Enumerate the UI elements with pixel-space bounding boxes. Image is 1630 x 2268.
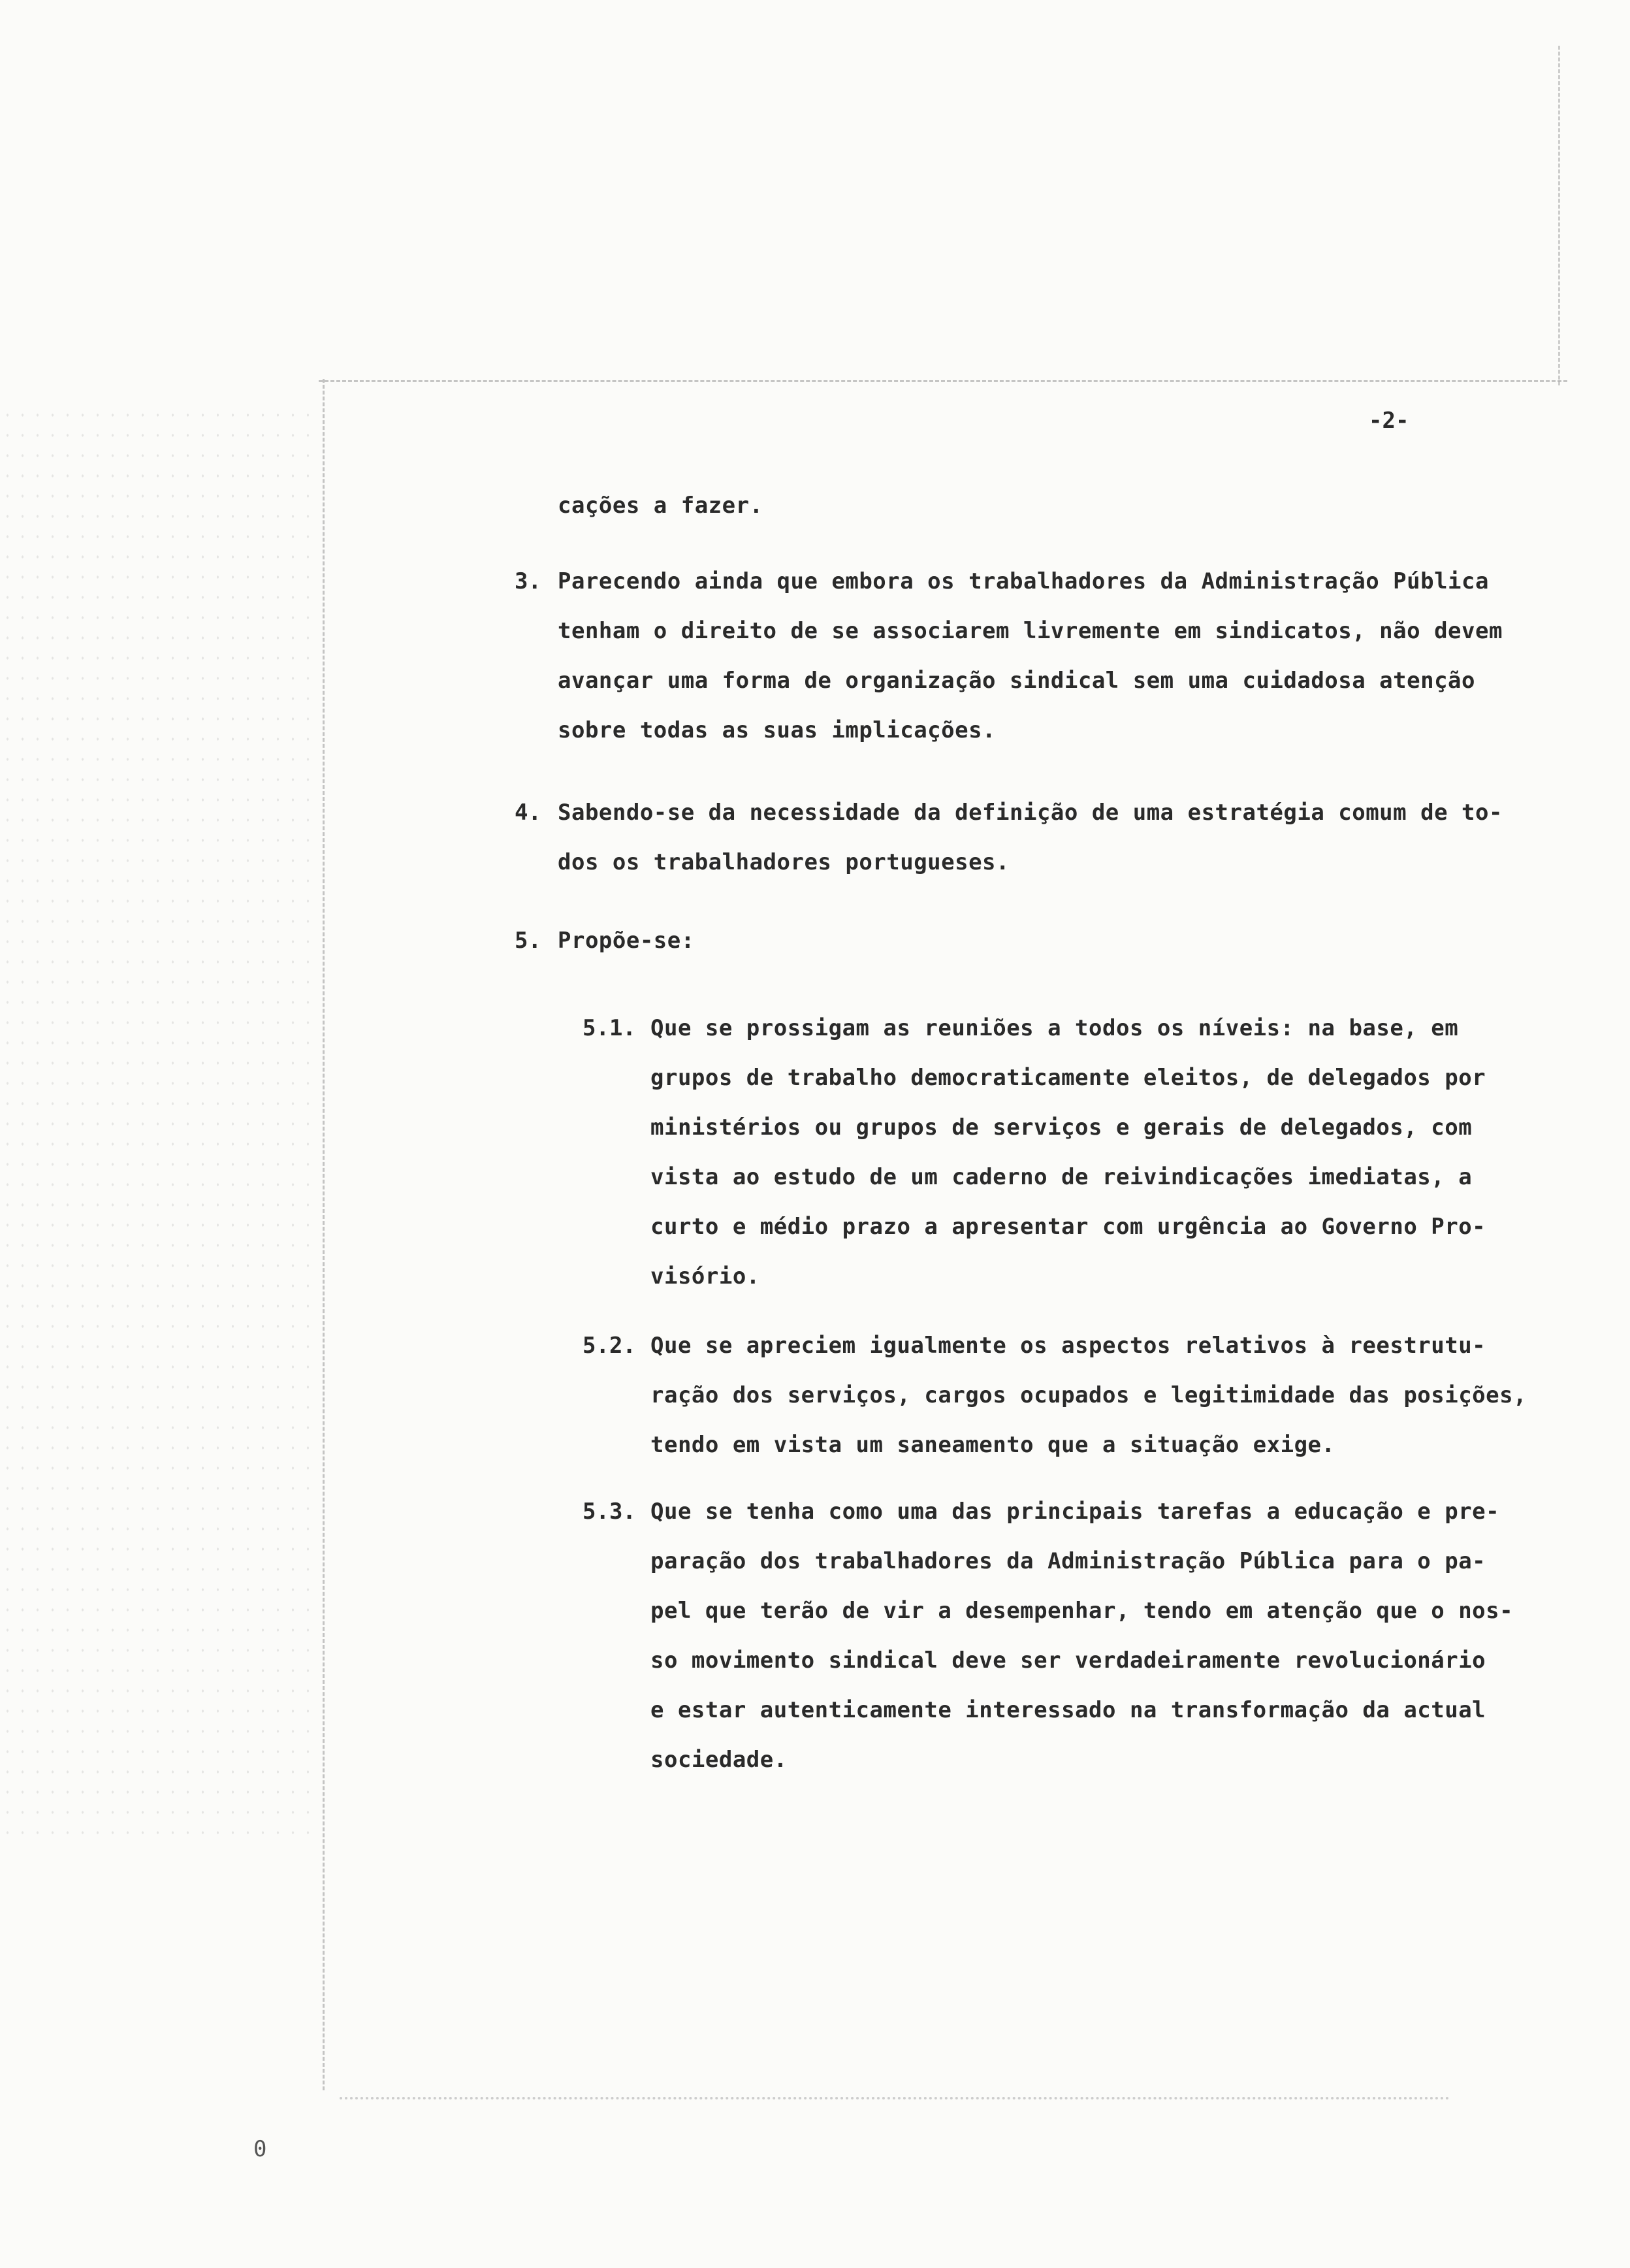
text-line: Parecendo ainda que embora os trabalhadores da Administração Pública [558,568,1489,594]
text-line: Que se apreciem igualmente os aspectos relativos à reestrutu- [650,1333,1486,1359]
item-4-paragraph [558,788,1503,887]
subitem-5-2-paragraph [650,1321,1527,1470]
item-number: 3. [515,568,541,594]
text-line: Que se tenha como uma das principais tarefas a educação e pre- [650,1498,1500,1525]
subitem-number: 5.3. [583,1498,636,1525]
text-line: curto e médio prazo a apresentar com urgência ao Governo Pro- [650,1214,1486,1240]
text-line: pel que terão de vir a desempenhar, tendo em atenção que o nos- [650,1598,1514,1624]
text-line: ministérios ou grupos de serviços e gerais de delegados, com [650,1114,1473,1141]
text-line: Propõe-se: [558,928,695,954]
continuation-text [558,481,763,530]
text-line: tenham o direito de se associarem livremente em sindicatos, não devem [558,618,1503,644]
left-fold-line [323,379,325,2090]
text-line: Sabendo-se da necessidade da definição de uma estratégia comum de to- [558,800,1503,826]
item-5-paragraph [558,916,695,965]
subitem-5-3-paragraph [650,1487,1513,1785]
right-edge-scan-line [1558,46,1560,385]
stray-mark: 0 [253,2136,267,2162]
text-line: sociedade. [650,1747,788,1773]
text-line: Que se prossigam as reuniões a todos os níveis: na base, em [650,1015,1459,1041]
text-line: vista ao estudo de um caderno de reivindicações imediatas, a [650,1164,1473,1190]
text-line: ração dos serviços, cargos ocupados e legitimidade das posições, [650,1382,1527,1408]
top-fold-line [319,380,1567,382]
page-number: -2- [1369,408,1409,434]
text-line: tendo em vista um saneamento que a situação exige. [650,1432,1335,1458]
subitem-number: 5.2. [583,1333,636,1359]
text-line: cações a fazer. [558,493,763,519]
item-number: 5. [515,928,541,954]
subitem-5-1-paragraph [650,1003,1486,1301]
bottom-fold-line [340,2097,1450,2099]
text-line: e estar autenticamente interessado na transformação da actual [650,1697,1486,1723]
text-line: so movimento sindical deve ser verdadeiramente revolucionário [650,1647,1486,1674]
item-3-paragraph [558,557,1503,755]
item-number: 4. [515,800,541,826]
text-line: dos os trabalhadores portugueses. [558,849,1010,875]
subitem-number: 5.1. [583,1015,636,1041]
text-line: paração dos trabalhadores da Administração Pública para o pa- [650,1548,1486,1574]
text-line: sobre todas as suas implicações. [558,717,997,743]
left-margin-scan-noise [0,405,313,1842]
text-line: avançar uma forma de organização sindical sem uma cuidadosa atenção [558,668,1475,694]
text-line: visório. [650,1263,760,1289]
text-line: grupos de trabalho democraticamente eleitos, de delegados por [650,1065,1486,1091]
